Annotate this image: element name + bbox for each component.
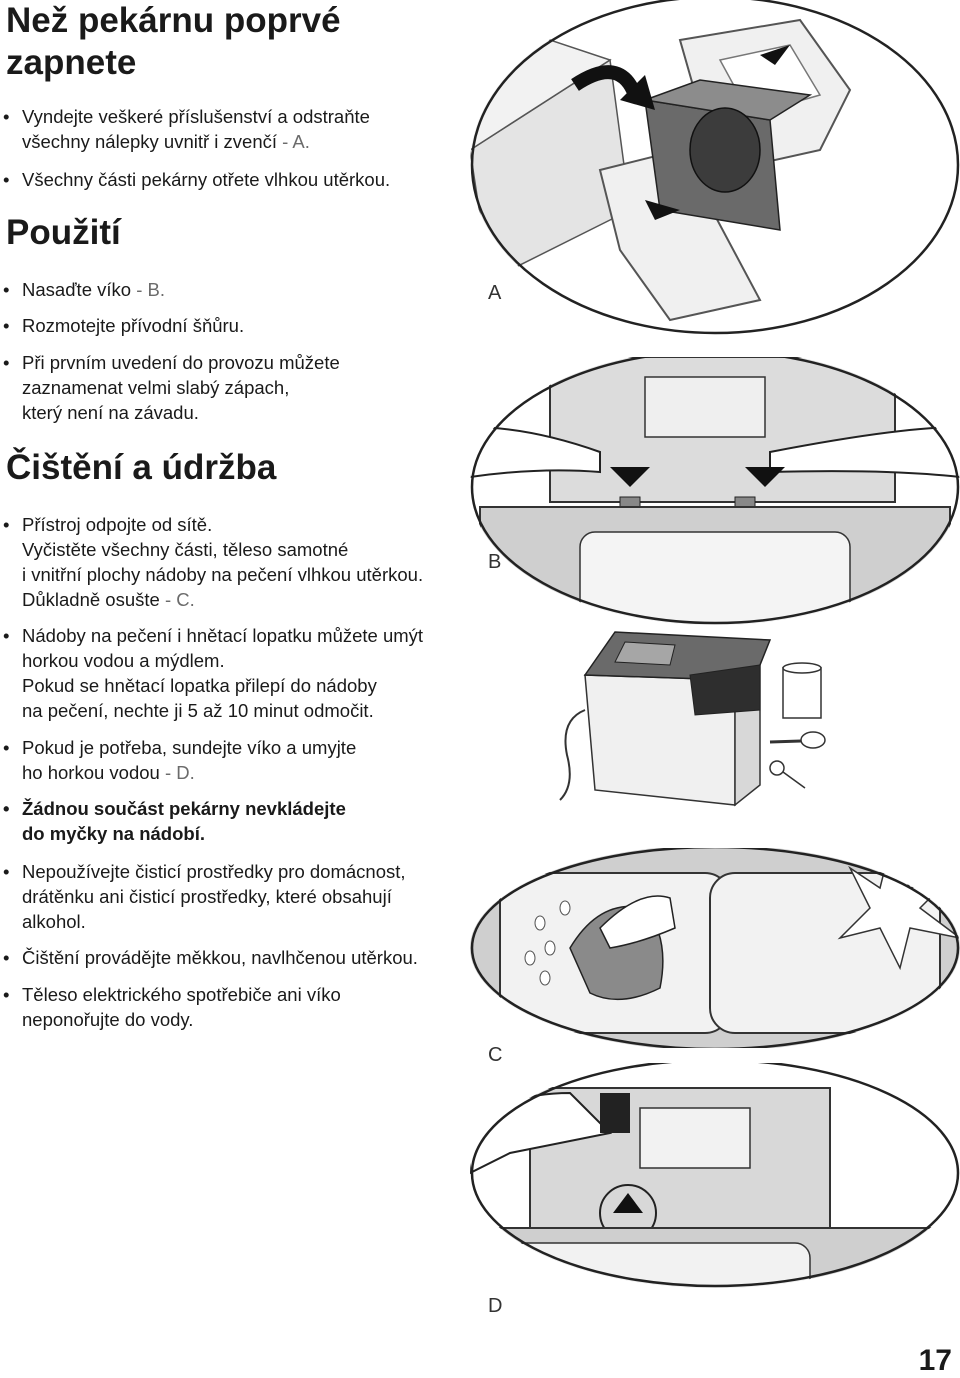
- item-line: • Rozmotejte přívodní šňůru.: [22, 315, 245, 336]
- heading-line: zapnete: [6, 43, 137, 82]
- unpacking-illustration: [470, 0, 960, 340]
- list-item: [22, 796, 462, 846]
- item-line: • Nepoužívejte čisticí prostředky pro domácnost,: [22, 861, 406, 882]
- item-line: • Vyndejte veškeré příslušenství a odstraňte: [22, 106, 370, 127]
- list-item: [22, 277, 462, 302]
- heading-before-first-use: [6, 0, 341, 84]
- heading-usage: Použití: [6, 213, 121, 252]
- heading-cleaning: Čištění a údržba: [6, 448, 277, 487]
- list-item: [22, 104, 462, 154]
- list-item: [22, 945, 462, 970]
- list-item: [22, 350, 462, 425]
- item-line: Pokud se hnětací lopatka přilepí do nádoby: [22, 675, 377, 696]
- item-line: ho horkou vodou: [22, 762, 160, 783]
- item-line: • Pokud je potřeba, sundejte víko a umyjte: [22, 737, 357, 758]
- list-item: [22, 512, 462, 612]
- page-number: 17: [918, 1344, 952, 1377]
- item-line: drátěnku ani čisticí prostředky, které obsahují: [22, 886, 392, 907]
- lid-hinge-illustration: [470, 1063, 960, 1288]
- item-line: i vnitřní plochy nádoby na pečení vlhkou utěrkou.: [22, 564, 424, 585]
- item-line: • Všechny části pekárny otřete vlhkou utěrkou.: [22, 169, 391, 190]
- figure-label: B: [488, 551, 502, 573]
- item-line: • Čištění provádějte měkkou, navlhčenou utěrkou.: [22, 947, 418, 968]
- wiping-pan-illustration: [470, 848, 960, 1048]
- bread-maker-accessories-illustration: [555, 620, 855, 815]
- heading-line: Než pekárnu poprvé: [6, 1, 341, 40]
- item-line: horkou vodou a mýdlem.: [22, 650, 225, 671]
- item-line: Důkladně osušte: [22, 589, 160, 610]
- item-line: • Nádoby na pečení i hnětací lopatku můžete umýt: [22, 625, 424, 646]
- list-item: [22, 167, 462, 192]
- figure-reference: - C.: [159, 589, 195, 610]
- figure-reference: - A.: [277, 131, 310, 152]
- figure-reference: - D.: [159, 762, 195, 783]
- list-item: [22, 982, 462, 1032]
- item-line: neponořujte do vody.: [22, 1009, 194, 1030]
- item-line: alkohol.: [22, 911, 86, 932]
- item-line: na pečení, nechte ji 5 až 10 minut odmočit.: [22, 700, 374, 721]
- figure-label: D: [488, 1295, 503, 1317]
- lid-fitting-illustration: [470, 357, 960, 627]
- item-line: • Přístroj odpojte od sítě.: [22, 514, 213, 535]
- figure-label: A: [488, 282, 502, 304]
- figure-label: C: [488, 1044, 503, 1066]
- item-line: Vyčistěte všechny části, těleso samotné: [22, 539, 349, 560]
- item-line: • Těleso elektrického spotřebiče ani víko: [22, 984, 341, 1005]
- item-line: zaznamenat velmi slabý zápach,: [22, 377, 290, 398]
- item-line: • Žádnou součást pekárny nevkládejte: [22, 798, 346, 819]
- list-item: [22, 313, 462, 338]
- item-line: do myčky na nádobí.: [22, 823, 205, 844]
- figure-reference: - B.: [131, 279, 165, 300]
- list-item: [22, 623, 462, 723]
- item-line: který není na závadu.: [22, 402, 199, 423]
- item-line: • Při prvním uvedení do provozu můžete: [22, 352, 340, 373]
- item-line: všechny nálepky uvnitř i zvenčí: [22, 131, 278, 152]
- list-item: [22, 859, 462, 934]
- item-line: Nasaďte víko: [22, 279, 132, 300]
- list-item: [22, 735, 462, 785]
